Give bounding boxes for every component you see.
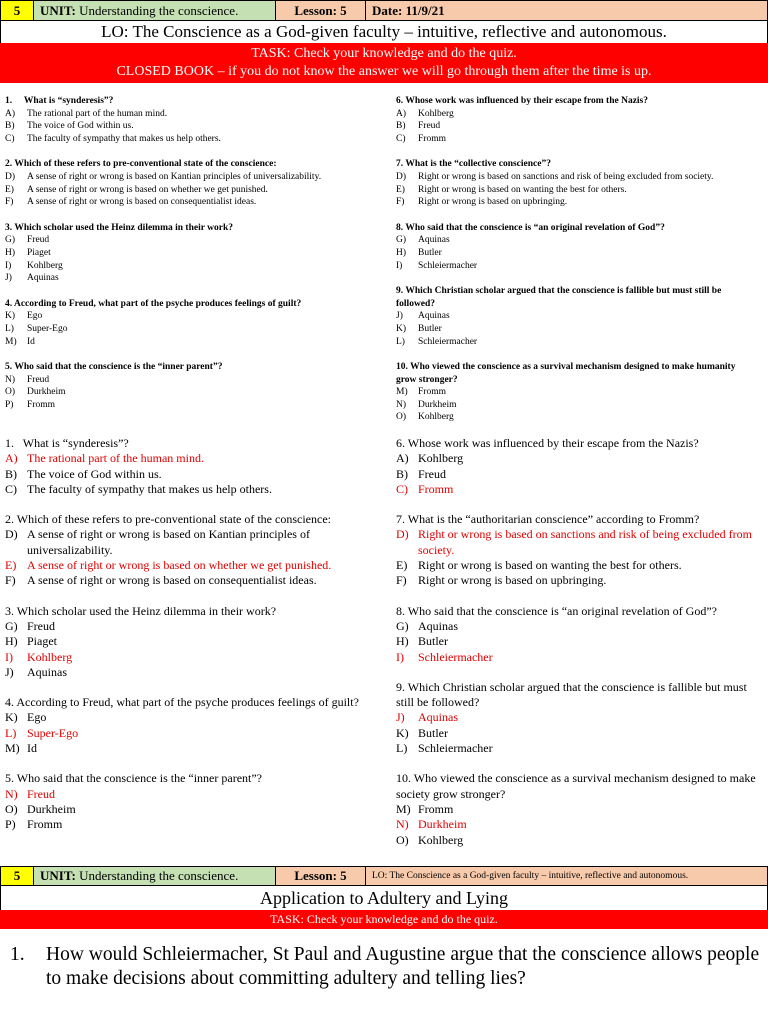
answer-option bbox=[5, 272, 375, 285]
option-text: Right or wrong is based on sanctions and risk of being excluded from society. bbox=[418, 527, 752, 557]
answer-option bbox=[5, 710, 385, 725]
quiz-question bbox=[396, 604, 758, 665]
option-text: Durkheim bbox=[27, 387, 66, 398]
quiz-question bbox=[5, 695, 385, 756]
date-cell: Date: 11/9/21 bbox=[366, 1, 767, 20]
quiz-question bbox=[5, 298, 375, 348]
answer-option bbox=[5, 247, 375, 260]
quiz-small-left bbox=[5, 95, 375, 424]
option-text: Freud bbox=[27, 786, 55, 801]
option-letter: G) bbox=[396, 235, 407, 246]
option-letter: C) bbox=[396, 133, 406, 144]
task-text: TASK: Check your knowledge and do the quiz. bbox=[251, 46, 517, 61]
option-text: Aquinas bbox=[27, 273, 59, 284]
option-letter: F) bbox=[5, 197, 14, 208]
answer-option bbox=[396, 247, 756, 260]
option-letter: A) bbox=[5, 108, 16, 119]
quiz-question bbox=[396, 680, 758, 756]
question-text: 5. Who said that the conscience is the “inner parent”? bbox=[5, 771, 263, 786]
quiz-question bbox=[5, 361, 375, 411]
answer-option bbox=[396, 310, 756, 323]
answer-option bbox=[396, 558, 758, 573]
task-banner bbox=[0, 43, 768, 83]
quiz-question bbox=[396, 361, 756, 424]
quiz-question bbox=[5, 95, 375, 145]
answer-option bbox=[5, 310, 375, 323]
question-text: 1. What is “synderesis”? bbox=[5, 96, 114, 106]
quiz-question bbox=[5, 436, 385, 497]
answer-option bbox=[5, 234, 375, 247]
answer-option bbox=[396, 184, 756, 197]
question-text: 2. Which of these refers to pre-conventional state of the conscience: bbox=[5, 512, 331, 527]
answer-option bbox=[5, 619, 385, 634]
lesson-header-bar-2 bbox=[0, 866, 768, 886]
option-text: Fromm bbox=[418, 133, 446, 144]
answer-option bbox=[396, 726, 758, 741]
option-text: The voice of God within us. bbox=[27, 466, 162, 481]
option-letter: D) bbox=[396, 527, 409, 542]
option-letter: K) bbox=[5, 311, 16, 322]
answer-option bbox=[396, 120, 756, 133]
correct-answer-option bbox=[5, 451, 385, 466]
option-letter: M) bbox=[396, 801, 411, 816]
answer-option bbox=[5, 323, 375, 336]
option-text: Fromm bbox=[418, 387, 446, 398]
quiz-question bbox=[396, 158, 756, 208]
answer-option bbox=[5, 527, 385, 558]
correct-answer-option bbox=[5, 558, 385, 573]
essay-question-number: 1. bbox=[10, 944, 25, 965]
answer-option bbox=[5, 634, 385, 649]
option-letter: E) bbox=[396, 184, 405, 195]
answer-option bbox=[5, 171, 375, 184]
correct-answer-option bbox=[5, 650, 385, 665]
quiz-question bbox=[396, 95, 756, 145]
option-text: Id bbox=[27, 741, 37, 756]
quiz-question bbox=[396, 771, 758, 847]
quiz-answers-left bbox=[5, 436, 385, 848]
answer-option bbox=[5, 374, 375, 387]
answer-option bbox=[396, 260, 756, 273]
question-text: 6. Whose work was influenced by their escape from the Nazis? bbox=[396, 96, 649, 106]
option-letter: O) bbox=[396, 832, 409, 847]
option-text: Butler bbox=[418, 247, 442, 258]
question-text: 9. Which Christian scholar argued that the conscience is fallible but must still be followed? bbox=[396, 679, 750, 710]
option-text: Freud bbox=[27, 374, 50, 385]
option-letter: P) bbox=[5, 817, 16, 832]
option-text: Kohlberg bbox=[418, 451, 464, 466]
answer-option bbox=[396, 802, 758, 817]
option-letter: N) bbox=[5, 374, 16, 385]
answer-option bbox=[5, 260, 375, 273]
option-text: Schleiermacher bbox=[418, 260, 478, 271]
option-letter: F) bbox=[396, 197, 405, 208]
answer-option bbox=[5, 741, 385, 756]
answer-option bbox=[5, 573, 385, 588]
lesson-label-cell: Lesson: 5 bbox=[276, 1, 366, 20]
answer-option bbox=[396, 399, 756, 412]
answer-option bbox=[396, 411, 756, 424]
option-letter: I) bbox=[396, 260, 403, 271]
option-text: Ego bbox=[27, 710, 47, 725]
answer-option bbox=[5, 482, 385, 497]
correct-answer-option bbox=[396, 527, 758, 558]
option-text: Right or wrong is based on upbringing. bbox=[418, 573, 607, 588]
quiz-question bbox=[5, 222, 375, 285]
answer-option bbox=[5, 467, 385, 482]
option-letter: E) bbox=[396, 558, 408, 573]
option-letter: M) bbox=[5, 741, 20, 756]
option-letter: B) bbox=[5, 466, 17, 481]
quiz-question bbox=[5, 771, 385, 832]
option-text: Kohlberg bbox=[418, 832, 464, 847]
option-letter: A) bbox=[396, 451, 409, 466]
option-text: Freud bbox=[27, 235, 50, 246]
unit-value: Understanding the conscience. bbox=[75, 2, 239, 18]
option-text: The faculty of sympathy that makes us help others. bbox=[27, 133, 221, 144]
option-text: Piaget bbox=[27, 247, 51, 258]
option-letter: N) bbox=[396, 399, 407, 410]
option-letter: J) bbox=[5, 273, 12, 284]
learning-objective: LO: The Conscience as a God-given faculty – intuitive, reflective and autonomous. bbox=[0, 21, 768, 43]
quiz-question bbox=[5, 512, 385, 588]
option-letter: A) bbox=[396, 108, 407, 119]
option-letter: N) bbox=[5, 786, 18, 801]
correct-answer-option bbox=[5, 726, 385, 741]
option-text: Right or wrong is based on upbringing. bbox=[418, 197, 568, 208]
option-text: Id bbox=[27, 336, 35, 347]
option-letter: J) bbox=[396, 710, 405, 725]
option-text: Right or wrong is based on wanting the best for others. bbox=[418, 558, 682, 573]
answer-option bbox=[5, 108, 375, 121]
question-text: 8. Who said that the conscience is “an original revelation of God”? bbox=[396, 603, 717, 618]
option-text: Fromm bbox=[27, 817, 63, 832]
question-text: 2. Which of these refers to pre-conventional state of the conscience: bbox=[5, 159, 277, 170]
option-text: Butler bbox=[418, 634, 448, 649]
option-letter: H) bbox=[5, 247, 16, 258]
question-text: 4. According to Freud, what part of the psyche produces feelings of guilt? bbox=[5, 695, 359, 710]
quiz-small-right bbox=[396, 95, 756, 437]
lesson-label-cell-2: Lesson: 5 bbox=[276, 867, 366, 885]
option-text: Super-Ego bbox=[27, 323, 68, 334]
option-letter: E) bbox=[5, 558, 17, 573]
option-text: Butler bbox=[418, 323, 442, 334]
option-text: A sense of right or wrong is based on Kantian principles of universalizability. bbox=[27, 527, 310, 557]
essay-question bbox=[10, 943, 760, 991]
option-letter: M) bbox=[396, 387, 408, 398]
option-text: The rational part of the human mind. bbox=[27, 108, 168, 119]
option-letter: I) bbox=[5, 649, 13, 664]
answer-option bbox=[5, 133, 375, 146]
option-letter: O) bbox=[396, 412, 407, 423]
correct-answer-option bbox=[396, 482, 758, 497]
option-text: Aquinas bbox=[418, 311, 450, 322]
answer-option bbox=[5, 196, 375, 209]
question-text: 1. What is “synderesis”? bbox=[5, 436, 129, 450]
option-letter: I) bbox=[5, 260, 12, 271]
option-letter: P) bbox=[5, 399, 14, 410]
quiz-answers-right bbox=[396, 436, 758, 863]
option-letter: B) bbox=[396, 121, 406, 132]
lesson-number-cell: 5 bbox=[1, 1, 34, 20]
answer-option bbox=[396, 108, 756, 121]
correct-answer-option bbox=[396, 710, 758, 725]
option-text: Schleiermacher bbox=[418, 336, 478, 347]
quiz-question bbox=[396, 285, 756, 348]
option-text: Super-Ego bbox=[27, 725, 79, 740]
option-letter: I) bbox=[396, 649, 404, 664]
answer-option bbox=[5, 120, 375, 133]
option-letter: E) bbox=[5, 184, 14, 195]
option-letter: C) bbox=[5, 133, 15, 144]
correct-answer-option bbox=[396, 817, 758, 832]
quiz-question bbox=[396, 436, 758, 497]
option-letter: K) bbox=[396, 725, 409, 740]
unit-cell-2 bbox=[34, 867, 276, 885]
option-text: The voice of God within us. bbox=[27, 121, 134, 132]
option-text: Durkheim bbox=[418, 817, 467, 832]
lo-cell-2: LO: The Conscience as a God-given faculty – intuitive, reflective and autonomous. bbox=[366, 867, 767, 885]
unit-label: UNIT: bbox=[40, 2, 76, 18]
option-text: A sense of right or wrong is based on whether we get punished. bbox=[27, 558, 332, 573]
answer-option bbox=[5, 665, 385, 680]
option-text: Durkheim bbox=[418, 399, 457, 410]
option-letter: H) bbox=[5, 634, 18, 649]
option-letter: H) bbox=[396, 634, 409, 649]
option-text: Right or wrong is based on sanctions and risk of being excluded from society. bbox=[418, 171, 714, 182]
essay-question-text: How would Schleiermacher, St Paul and Augustine argue that the conscience allows people to make decisions about committing adultery and telling lies? bbox=[46, 944, 760, 989]
option-text: Piaget bbox=[27, 634, 57, 649]
question-text: 3. Which scholar used the Heinz dilemma in their work? bbox=[5, 222, 234, 233]
option-letter: G) bbox=[396, 618, 409, 633]
answer-option bbox=[396, 323, 756, 336]
answer-option bbox=[396, 467, 758, 482]
option-text: A sense of right or wrong is based on consequentialist ideas. bbox=[27, 197, 257, 208]
option-text: Aquinas bbox=[418, 710, 458, 725]
unit-value-2: Understanding the conscience. bbox=[75, 868, 239, 883]
option-letter: J) bbox=[396, 311, 403, 322]
option-letter: L) bbox=[5, 725, 17, 740]
answer-option bbox=[396, 741, 758, 756]
option-text: Freud bbox=[418, 466, 446, 481]
answer-option bbox=[396, 336, 756, 349]
answer-option bbox=[396, 196, 756, 209]
unit-label-2: UNIT: bbox=[40, 868, 76, 883]
quiz-question bbox=[5, 158, 375, 208]
option-letter: C) bbox=[5, 481, 17, 496]
option-text: Schleiermacher bbox=[418, 649, 493, 664]
option-text: Aquinas bbox=[418, 235, 450, 246]
answer-option bbox=[5, 399, 375, 412]
quiz-question bbox=[396, 512, 758, 588]
option-text: Freud bbox=[27, 618, 55, 633]
option-text: The faculty of sympathy that makes us help others. bbox=[27, 481, 272, 496]
answer-option bbox=[5, 817, 385, 832]
option-letter: D) bbox=[396, 171, 407, 182]
option-letter: G) bbox=[5, 618, 18, 633]
answer-option bbox=[396, 634, 758, 649]
task-banner-2: TASK: Check your knowledge and do the quiz. bbox=[0, 910, 768, 929]
option-text: Fromm bbox=[418, 801, 454, 816]
unit-cell bbox=[34, 1, 276, 20]
option-letter: J) bbox=[5, 664, 14, 679]
correct-answer-option bbox=[396, 650, 758, 665]
lesson-number-cell-2: 5 bbox=[1, 867, 34, 885]
option-text: Kohlberg bbox=[27, 260, 63, 271]
option-text: A sense of right or wrong is based on Kantian principles of universalizability. bbox=[27, 171, 322, 182]
question-text: 10. Who viewed the conscience as a survival mechanism designed to make humanity grow stronger? bbox=[396, 362, 738, 385]
question-text: 4. According to Freud, what part of the psyche produces feelings of guilt? bbox=[5, 298, 302, 309]
option-letter: M) bbox=[5, 336, 17, 347]
option-text: Fromm bbox=[27, 399, 55, 410]
option-letter: D) bbox=[5, 171, 16, 182]
question-text: 6. Whose work was influenced by their escape from the Nazis? bbox=[396, 436, 699, 450]
option-letter: L) bbox=[396, 336, 405, 347]
option-text: Freud bbox=[418, 121, 441, 132]
option-letter: B) bbox=[396, 466, 408, 481]
option-letter: O) bbox=[5, 801, 18, 816]
option-letter: A) bbox=[5, 451, 18, 466]
answer-option bbox=[396, 133, 756, 146]
quiz-question bbox=[396, 222, 756, 272]
quiz-question bbox=[5, 604, 385, 680]
answer-option bbox=[396, 234, 756, 247]
option-text: Butler bbox=[418, 725, 448, 740]
answer-option bbox=[5, 184, 375, 197]
correct-answer-option bbox=[5, 787, 385, 802]
lesson-header-bar bbox=[0, 0, 768, 21]
option-letter: F) bbox=[396, 573, 407, 588]
answer-option bbox=[396, 171, 756, 184]
closed-book-text: CLOSED BOOK – if you do not know the answer we will go through them after the time is up. bbox=[116, 64, 652, 79]
option-letter: K) bbox=[396, 323, 407, 334]
option-text: Ego bbox=[27, 311, 43, 322]
answer-option bbox=[5, 336, 375, 349]
option-letter: O) bbox=[5, 387, 16, 398]
question-text: 5. Who said that the conscience is the “inner parent”? bbox=[5, 362, 223, 373]
option-text: A sense of right or wrong is based on consequentialist ideas. bbox=[27, 573, 317, 588]
option-letter: N) bbox=[396, 817, 409, 832]
option-text: Aquinas bbox=[27, 664, 67, 679]
question-text: 7. What is the “collective conscience”? bbox=[396, 159, 551, 170]
option-letter: K) bbox=[5, 710, 18, 725]
option-text: Kohlberg bbox=[27, 649, 73, 664]
answer-option bbox=[5, 386, 375, 399]
question-text: 9. Which Christian scholar argued that the conscience is fallible but must still be followed? bbox=[396, 286, 724, 309]
option-letter: F) bbox=[5, 573, 16, 588]
option-text: Kohlberg bbox=[418, 108, 454, 119]
question-text: 3. Which scholar used the Heinz dilemma in their work? bbox=[5, 603, 277, 618]
option-letter: L) bbox=[5, 323, 14, 334]
answer-option bbox=[396, 573, 758, 588]
option-letter: L) bbox=[396, 741, 408, 756]
option-text: Durkheim bbox=[27, 801, 76, 816]
option-letter: B) bbox=[5, 121, 15, 132]
option-text: Aquinas bbox=[418, 618, 458, 633]
option-text: A sense of right or wrong is based on whether we get punished. bbox=[27, 184, 268, 195]
option-letter: D) bbox=[5, 527, 18, 542]
question-text: 8. Who said that the conscience is “an original revelation of God”? bbox=[396, 222, 665, 233]
option-text: Kohlberg bbox=[418, 412, 454, 423]
answer-option bbox=[396, 619, 758, 634]
answer-option bbox=[396, 833, 758, 848]
option-letter: H) bbox=[396, 247, 407, 258]
answer-option bbox=[5, 802, 385, 817]
option-letter: C) bbox=[396, 481, 408, 496]
question-text: 10. Who viewed the conscience as a survival mechanism designed to make society grow stronger? bbox=[396, 771, 759, 801]
application-title: Application to Adultery and Lying bbox=[0, 886, 768, 910]
answer-option bbox=[396, 386, 756, 399]
answer-option bbox=[396, 451, 758, 466]
option-letter: G) bbox=[5, 235, 16, 246]
option-text: Fromm bbox=[418, 481, 454, 496]
question-text: 7. What is the “authoritarian conscience” according to Fromm? bbox=[396, 512, 700, 527]
option-text: The rational part of the human mind. bbox=[27, 451, 204, 466]
option-text: Right or wrong is based on wanting the best for others. bbox=[418, 184, 627, 195]
option-text: Schleiermacher bbox=[418, 741, 493, 756]
